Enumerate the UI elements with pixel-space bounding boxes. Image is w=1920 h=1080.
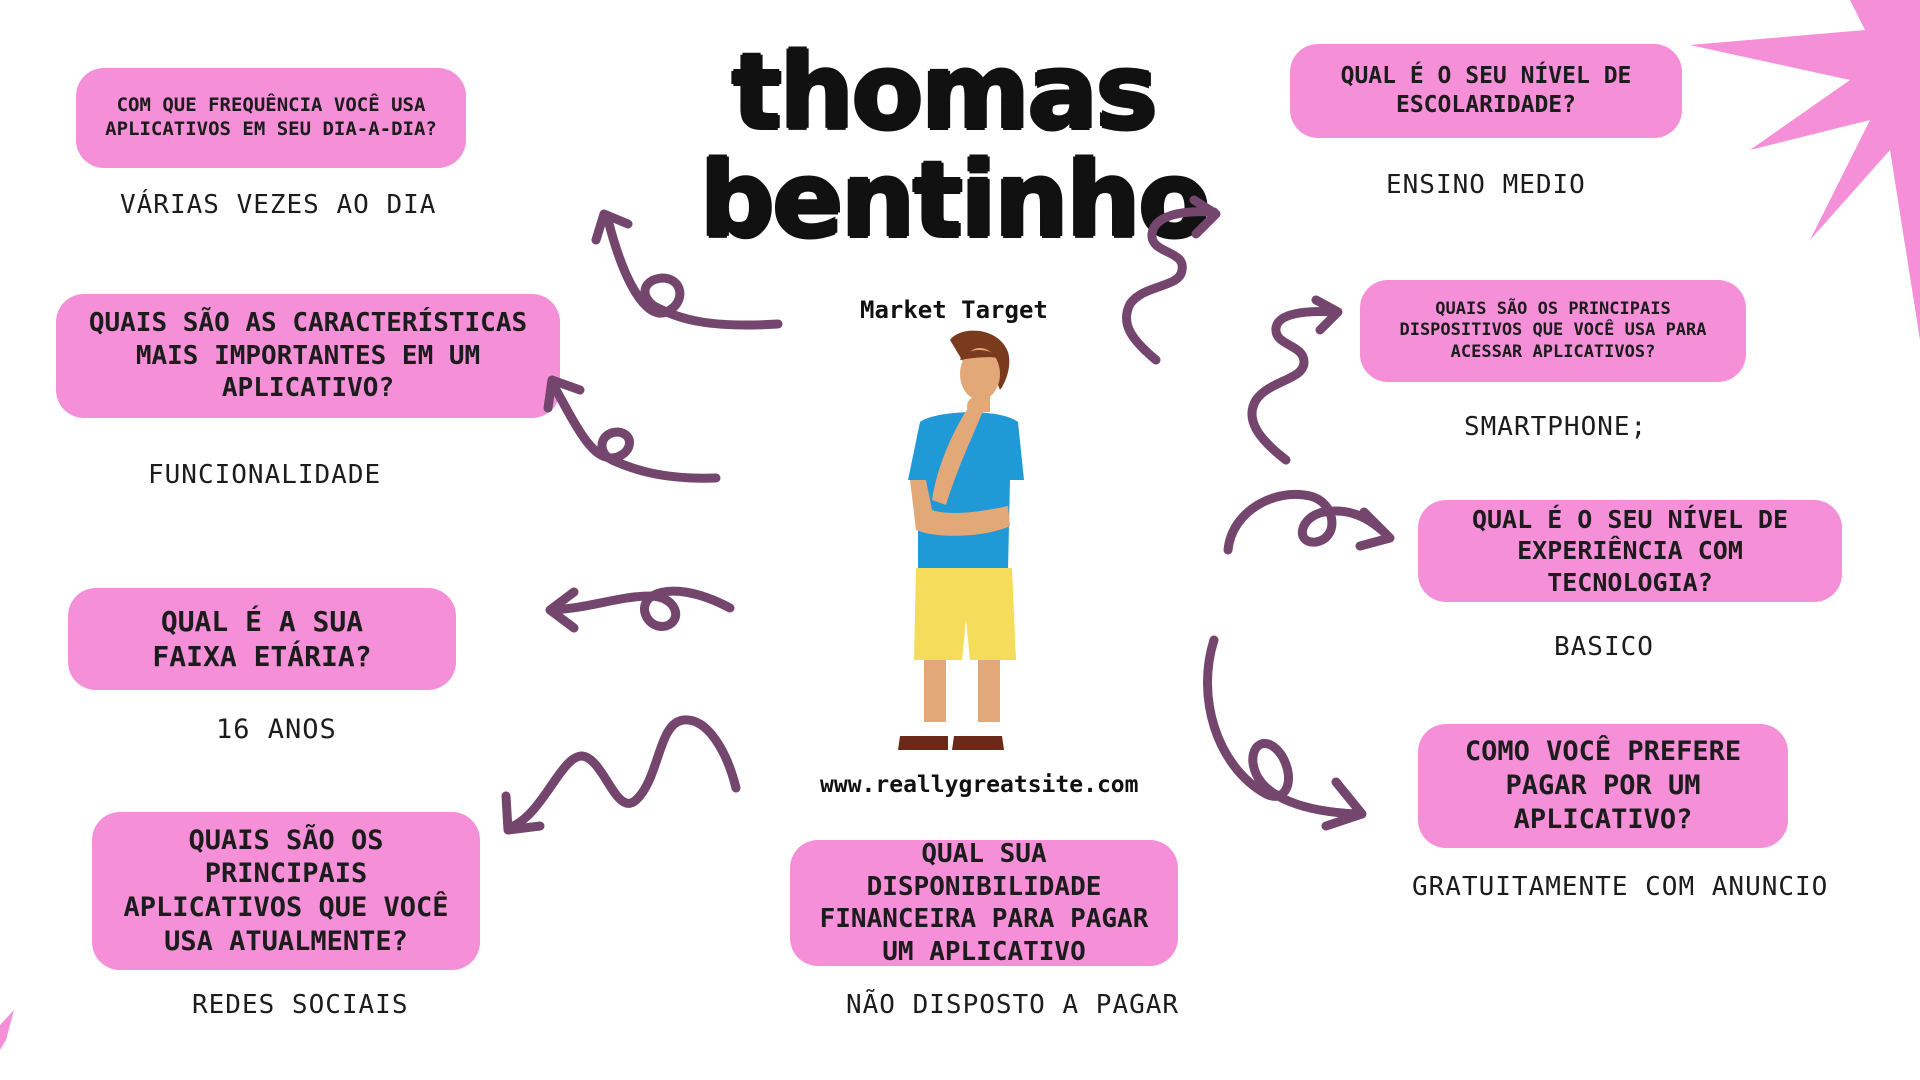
answer-main-apps: REDES SOCIAIS	[192, 990, 409, 1020]
title-line1: thomas	[732, 31, 1156, 153]
answer-payment-preference: GRATUITAMENTE COM ANUNCIO	[1412, 872, 1829, 902]
question-bubble-app-frequency: COM QUE FREQUÊNCIA VOCÊ USA APLICATIVOS EM SEU DIA-A-DIA?	[76, 68, 466, 168]
market-target-label: Market Target	[860, 296, 1048, 324]
curly-arrow-to-payment	[1196, 636, 1376, 836]
curly-arrow-to-main-apps	[500, 708, 750, 848]
curly-arrow-to-age	[540, 570, 740, 650]
answer-tech-experience: BASICO	[1554, 632, 1654, 662]
answer-app-features: FUNCIONALIDADE	[148, 460, 382, 490]
curly-arrow-to-features	[540, 360, 730, 500]
question-bubble-devices: QUAIS SÃO OS PRINCIPAIS DISPOSITIVOS QUE VOCÊ USA PARA ACESSAR APLICATIVOS?	[1360, 280, 1746, 382]
title-line2: bentinho	[700, 139, 1208, 261]
curly-arrow-to-devices	[1240, 300, 1350, 470]
question-bubble-tech-experience: QUAL É O SEU NÍVEL DE EXPERIÊNCIA COM TECNOLOGIA?	[1418, 500, 1842, 602]
pink-corner-decoration	[0, 1010, 20, 1050]
question-bubble-main-apps: QUAIS SÃO OS PRINCIPAIS APLICATIVOS QUE VOCÊ USA ATUALMENTE?	[92, 812, 480, 970]
website-text[interactable]: www.reallygreatsite.com	[820, 772, 1139, 798]
question-bubble-payment-preference: COMO VOCÊ PREFERE PAGAR POR UM APLICATIVO?	[1418, 724, 1788, 848]
thinking-person-illustration	[880, 330, 1040, 770]
question-bubble-financial-availability: QUAL SUA DISPONIBILIDADE FINANCEIRA PARA PAGAR UM APLICATIVO	[790, 840, 1178, 966]
question-bubble-app-features: QUAIS SÃO AS CARACTERÍSTICAS MAIS IMPORTANTES EM UM APLICATIVO?	[56, 294, 560, 418]
answer-app-frequency: VÁRIAS VEZES AO DIA	[120, 190, 437, 220]
curly-arrow-to-education	[1110, 200, 1230, 370]
curly-arrow-to-frequency	[590, 200, 790, 340]
answer-education-level: ENSINO MEDIO	[1386, 170, 1586, 200]
question-bubble-age-range: QUAL É A SUA FAIXA ETÁRIA?	[68, 588, 456, 690]
question-bubble-education-level: QUAL É O SEU NÍVEL DE ESCOLARIDADE?	[1290, 44, 1682, 138]
answer-financial-availability: NÃO DISPOSTO A PAGAR	[846, 990, 1180, 1020]
curly-arrow-to-tech-experience	[1220, 480, 1400, 570]
answer-age-range: 16 ANOS	[216, 714, 337, 745]
answer-devices: SMARTPHONE;	[1464, 412, 1648, 442]
